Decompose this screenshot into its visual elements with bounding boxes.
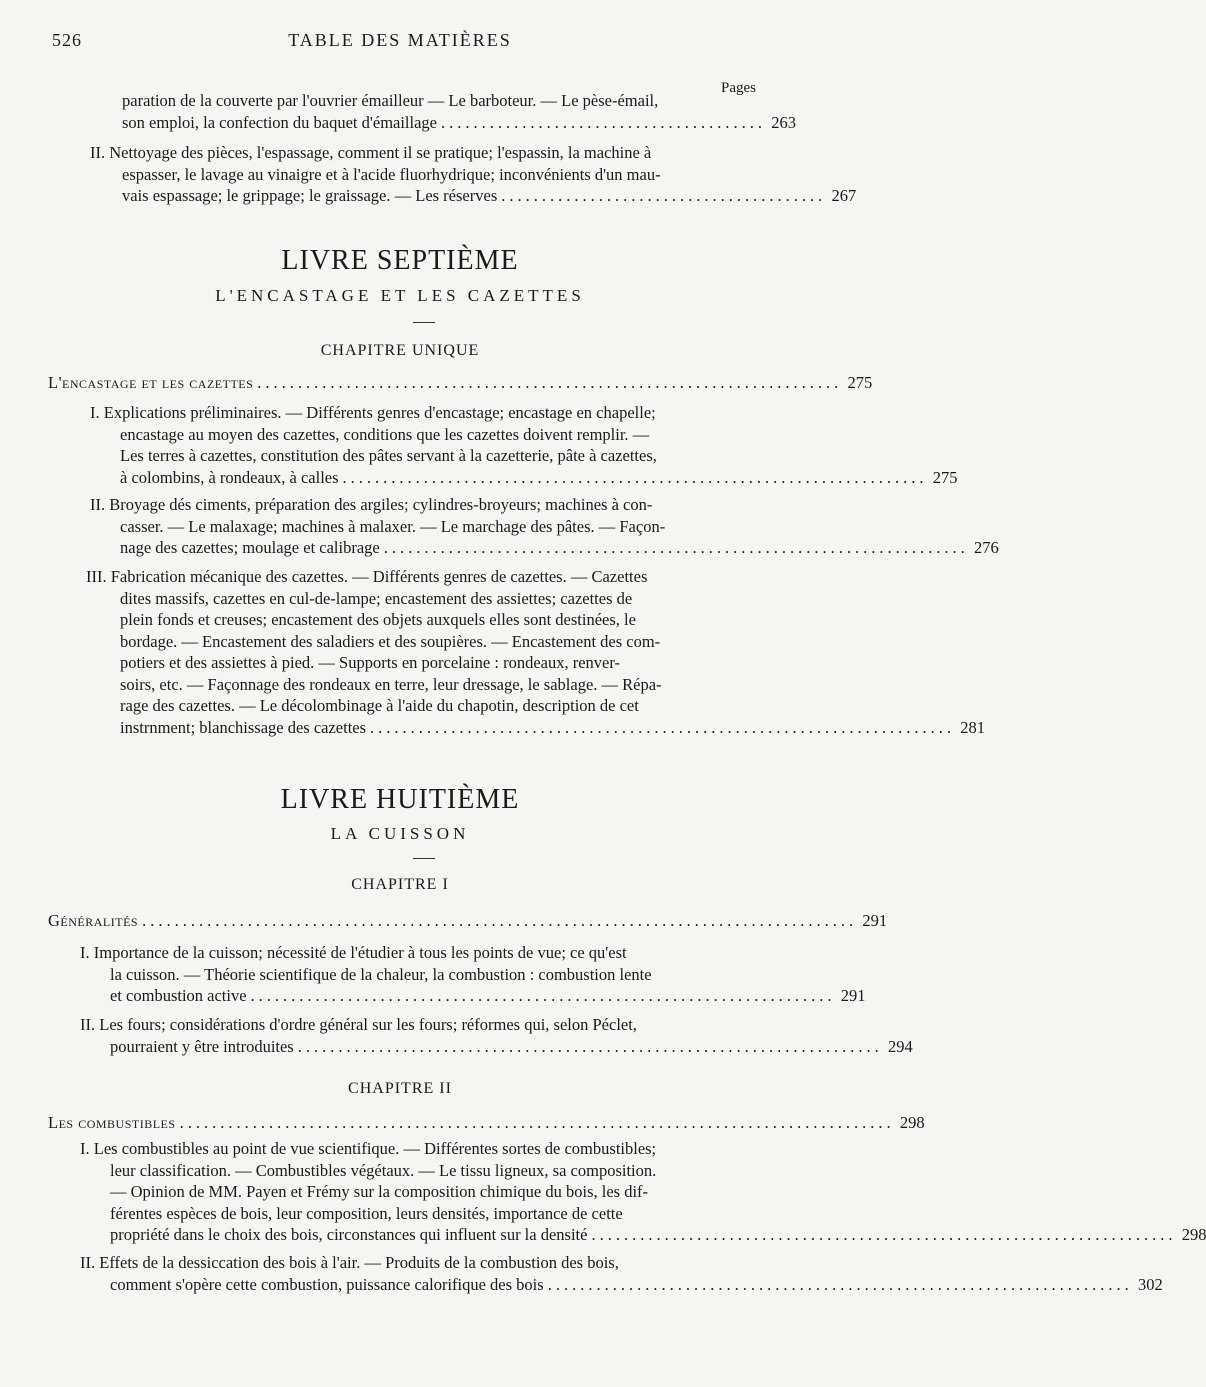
- entry-line: I. Explications préliminaires. — Différents genres d'encastage; encastage en chapelle;: [90, 403, 656, 422]
- section-label: L'encastage et les cazettes: [48, 373, 254, 392]
- leader-dots: ........................................................................: [370, 717, 956, 737]
- book-title: LIVRE SEPTIÈME: [281, 245, 519, 276]
- entry-line: férentes espèces de bois, leur composition, leurs densités, importance de cette: [110, 1203, 623, 1223]
- entry-line: II. Effets de la dessiccation des bois à l'air. — Produits de la combustion des bois,: [80, 1253, 619, 1272]
- entry-line: propriété dans le choix des bois, circonstances qui influent sur la densité: [110, 1225, 588, 1244]
- book-title: LIVRE HUITIÈME: [280, 784, 520, 815]
- leader-dots: ........................................................................: [591, 1225, 1177, 1244]
- pages-column-label: Pages: [721, 80, 756, 96]
- leader-dots: ........................................................................: [297, 1036, 883, 1056]
- entry-line: encastage au moyen des cazettes, conditions que les cazettes doivent remplir. —: [120, 424, 650, 444]
- entry-line: paration de la couverte par l'ouvrier émailleur — Le barboteur. — Le pèse-émail,: [122, 91, 659, 110]
- entry-page: 276: [974, 538, 999, 557]
- section-page: 298: [899, 1113, 925, 1132]
- entry-line: soirs, etc. — Façonnage des rondeaux en terre, leur dressage, le sablage. — Répa-: [120, 674, 662, 694]
- entry-line: et combustion active: [110, 986, 247, 1005]
- toc-entry: [86, 566, 986, 738]
- leader-dots: ........................................................................: [383, 538, 969, 557]
- section-label: Généralités: [48, 911, 139, 930]
- divider: [413, 322, 435, 323]
- section-page: 275: [847, 373, 873, 392]
- leader-dots: ........................................................................................: [142, 911, 858, 930]
- toc-entry: [80, 1138, 1206, 1246]
- entry-line: instrnment; blanchissage des cazettes: [120, 717, 367, 737]
- leader-dots: ........................................................................................: [179, 1113, 895, 1132]
- leader-dots: ........................................................................: [547, 1274, 1133, 1294]
- toc-entry: [80, 1014, 913, 1057]
- entry-line: I. Importance de la cuisson; nécessité de l'étudier à tous les points de vue; ce qu'est: [80, 943, 627, 962]
- entry-page: 275: [932, 467, 958, 487]
- toc-entry: [90, 90, 796, 133]
- page-number: 526: [52, 30, 82, 50]
- entry-page: 281: [960, 717, 986, 737]
- entry-line: nage des cazettes; moulage et calibrage: [120, 538, 380, 557]
- entry-page: 291: [840, 986, 866, 1005]
- entry-line: II. Les fours; considérations d'ordre général sur les fours; réformes qui, selon Péclet,: [80, 1015, 637, 1034]
- toc-entry: [80, 942, 866, 1007]
- section-heading: [48, 910, 888, 932]
- entry-page: 263: [771, 112, 796, 132]
- toc-entry: [90, 402, 958, 488]
- toc-entry: [80, 1252, 1163, 1295]
- divider: [413, 858, 435, 859]
- section-heading: [48, 372, 873, 394]
- entry-line: à colombins, à rondeaux, à calles: [120, 467, 339, 487]
- entry-line: bordage. — Encastement des saladiers et des soupières. — Encastement des com-: [120, 631, 661, 651]
- entry-line: pourraient y être introduites: [110, 1036, 294, 1056]
- section-page: 291: [862, 911, 888, 930]
- entry-line: dites massifs, cazettes en cul-de-lampe; encastement des assiettes; cazettes de: [120, 588, 633, 608]
- section-label: Les combustibles: [48, 1113, 176, 1132]
- entry-page: 298: [1181, 1225, 1206, 1244]
- entry-line: potiers et des assiettes à pied. — Supports en porcelaine : rondeaux, renver-: [120, 653, 621, 672]
- toc-entry: [90, 142, 857, 207]
- toc-entry: [90, 494, 999, 559]
- entry-line: II. Nettoyage des pièces, l'espassage, comment il se pratique; l'espassin, la machine à: [90, 143, 652, 162]
- entry-line: leur classification. — Combustibles végétaux. — Le tissu ligneux, sa composition.: [110, 1160, 657, 1180]
- chapter-heading: CHAPITRE I: [351, 876, 449, 893]
- running-header-title: TABLE DES MATIÈRES: [288, 30, 512, 50]
- entry-line: casser. — Le malaxage; machines à malaxer. — Le marchage des pâtes. — Façon-: [120, 516, 666, 536]
- entry-line: espasser, le lavage au vinaigre et à l'acide fluorhydrique; inconvénients d'un mau-: [122, 164, 661, 184]
- book-subtitle: LA CUISSON: [330, 824, 470, 843]
- entry-line: son emploi, la confection du baquet d'émaillage: [122, 112, 437, 132]
- entry-line: rage des cazettes. — Le décolombinage à l'aide du chapotin, description de cet: [120, 696, 639, 715]
- entry-page: 294: [887, 1036, 913, 1056]
- leader-dots: ........................................: [441, 112, 766, 132]
- leader-dots: ........................................................................: [257, 373, 843, 392]
- entry-line: plein fonds et creuses; encastement des objets auxquels elles sont destinées, le: [120, 610, 636, 629]
- entry-line: — Opinion de MM. Payen et Frémy sur la composition chimique du bois, les dif-: [110, 1182, 649, 1201]
- entry-line: III. Fabrication mécanique des cazettes. — Différents genres de cazettes. — Cazettes: [86, 567, 648, 586]
- leader-dots: ........................................................................: [342, 467, 928, 487]
- book-subtitle: L'ENCASTAGE ET LES CAZETTES: [215, 286, 585, 305]
- entry-page: 302: [1137, 1274, 1163, 1294]
- entry-line: vais espassage; le grippage; le graissage. — Les réserves: [122, 186, 498, 205]
- chapter-heading: CHAPITRE UNIQUE: [320, 342, 480, 359]
- entry-line: II. Broyage dés ciments, préparation des argiles; cylindres-broyeurs; machines à con-: [90, 495, 653, 514]
- entry-line: Les terres à cazettes, constitution des pâtes servant à la cazetterie, pâte à cazettes,: [120, 446, 657, 465]
- entry-line: comment s'opère cette combustion, puissance calorifique des bois: [110, 1274, 544, 1294]
- entry-line: la cuisson. — Théorie scientifique de la chaleur, la combustion : combustion lente: [110, 964, 652, 984]
- leader-dots: ........................................................................: [250, 986, 836, 1005]
- entry-page: 267: [831, 186, 857, 205]
- leader-dots: ........................................: [501, 186, 827, 205]
- section-heading: [48, 1112, 925, 1134]
- entry-line: I. Les combustibles au point de vue scientifique. — Différentes sortes de combustibles;: [80, 1139, 657, 1158]
- chapter-heading: CHAPITRE II: [348, 1080, 452, 1097]
